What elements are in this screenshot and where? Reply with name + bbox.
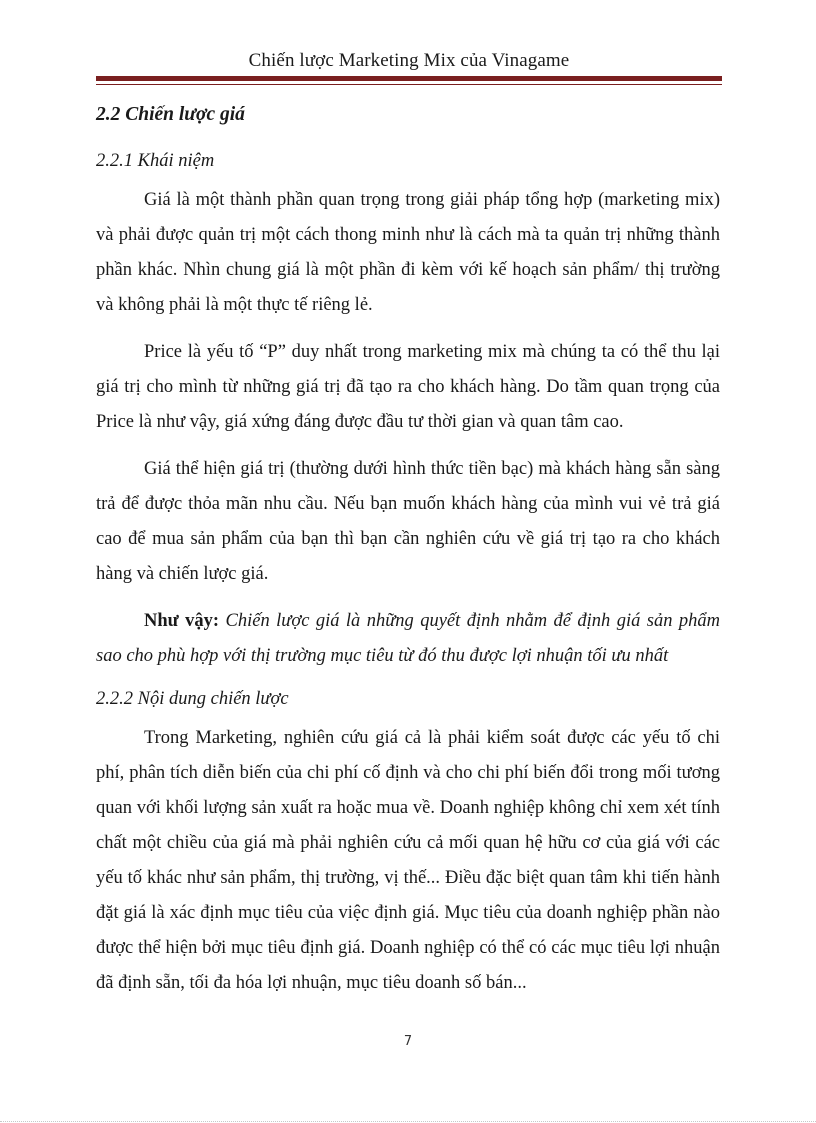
- conclusion-label: Như vậy: [144, 611, 213, 631]
- subsection-heading-concept: 2.2.1 Khái niệm: [96, 151, 215, 171]
- paragraph-conclusion: [96, 604, 720, 674]
- spacer: [96, 712, 720, 721]
- page-bottom-edge: [0, 1121, 816, 1122]
- paragraph-price-value: Giá thể hiện giá trị (thường dưới hình thức tiền bạc) mà khách hàng sẵn sàng trả để được thỏa mãn nhu cầu. Nếu bạn muốn khách hàng của mình vui vẻ trả giá cao để mua sản phẩm của bạn thì bạn cần nghiên cứu về giá trị tạo ra cho khách hàng và chiến lược giá.: [96, 459, 720, 584]
- paragraph-price-p-factor: Price là yếu tố “P” duy nhất trong marketing mix mà chúng ta có thể thu lại giá trị cho mình từ những giá trị đã tạo ra cho khách hàng. Do tầm quan trọng của Price là như vậy, giá xứng đáng được đầu tư thời gian và quan tâm cao.: [96, 342, 720, 432]
- spacer: [96, 174, 720, 183]
- spacer: [96, 323, 720, 335]
- subsection-heading-strategy-content: 2.2.2 Nội dung chiến lược: [96, 689, 289, 709]
- header-rule-thick: [96, 76, 722, 81]
- section-heading: 2.2 Chiến lược giá: [96, 104, 245, 125]
- paragraph-strategy-content: Trong Marketing, nghiên cứu giá cả là phải kiểm soát được các yếu tố chi phí, phân tích diễn biến của chi phí cố định và cho chi phí biến đổi trong mối tương quan với khối lượng sản xuất ra hoặc mua về. Doanh nghiệp không chỉ xem xét tính chất một chiều của giá mà phải nghiên cứu cả mối quan hệ hữu cơ của giá với các yếu tố khác như sản phẩm, thị trường, vị thế... Điều đặc biệt quan tâm khi tiến hành đặt giá là xác định mục tiêu của việc định giá. Mục tiêu của doanh nghiệp phần nào được thể hiện bởi mục tiêu định giá. Doanh nghiệp có thể có các mục tiêu lợi nhuận đã định sẵn, tối đa hóa lợi nhuận, mục tiêu doanh số bán...: [96, 728, 720, 993]
- conclusion-colon: :: [212, 611, 220, 631]
- header-rule-thin: [96, 84, 722, 85]
- spacer: [96, 440, 720, 452]
- paragraph-price-component: Giá là một thành phần quan trọng trong giải pháp tổng hợp (marketing mix) và phải được quản trị một cách thong minh như là cách mà ta quản trị những thành phần khác. Nhìn chung giá là một phần đi kèm với kế hoạch sản phẩm/ thị trường và không phải là một thực tế riêng lẻ.: [96, 190, 720, 315]
- page-number: 7: [403, 1034, 413, 1049]
- spacer: [96, 592, 720, 604]
- running-header: Chiến lược Marketing Mix của Vinagame: [248, 50, 570, 71]
- page-body: [96, 100, 720, 1001]
- conclusion-text: Chiến lược giá là những quyết định nhằm để định giá sản phẩm sao cho phù hợp với thị trường mục tiêu từ đó thu được lợi nhuận tối ưu nhất: [96, 611, 720, 666]
- spacer: [96, 674, 720, 686]
